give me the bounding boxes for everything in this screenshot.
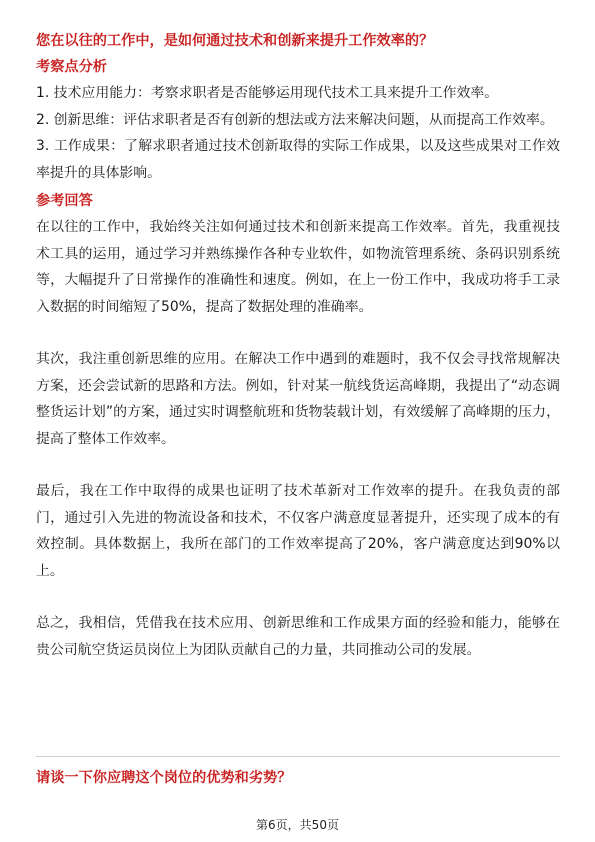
answer-paragraph-4: 总之，我相信，凭借我在技术应用、创新思维和工作成果方面的经验和能力，能够在贵公司航空货运员岗位上为团队贡献自己的力量，共同推动公司的发展。 xyxy=(36,615,560,658)
analysis-item-1: 1. 技术应用能力：考察求职者是否能够运用现代技术工具来提升工作效率。 xyxy=(36,85,499,101)
analysis-item-2: 2. 创新思维：评估求职者是否有创新的想法或方法来解决问题，从而提高工作效率。 xyxy=(36,111,554,128)
question-heading: 您在以往的工作中，是如何通过技术和创新来提升工作效率的？ xyxy=(36,33,434,49)
answer-paragraph-3: 最后，我在工作中取得的成果也证明了技术革新对工作效率的提升。在我负责的部门，通过引入先进的物流设备和技术，不仅客户满意度显著提升，还实现了成本的有效控制。具体数据上，我所在部门的工作效率提高了20%，客户满意度达到90%以上。 xyxy=(36,483,560,579)
page-content xyxy=(36,30,560,663)
analysis-title: 考察点分析 xyxy=(36,59,107,75)
analysis-item-3: 3. 工作成果：了解求职者通过技术创新取得的实际工作成果，以及这些成果对工作效率提升的具体影响。 xyxy=(36,138,560,181)
answer-title: 参考回答 xyxy=(36,193,93,209)
answer-paragraph-1: 在以往的工作中，我始终关注如何通过技术和创新来提高工作效率。首先，我重视技术工具的运用，通过学习并熟练操作各种专业软件，如物流管理系统、条码识别系统等，大幅提升了日常操作的准确性和速度。例如，在上一份工作中，我成功将手工录入数据的时间缩短了50%，提高了数据处理的准确率。 xyxy=(36,219,560,315)
page-number-footer: 第6页，共50页 xyxy=(256,818,339,832)
next-question-heading: 请谈一下你应聘这个岗位的优势和劣势？ xyxy=(36,770,292,786)
answer-paragraph-2: 其次，我注重创新思维的应用。在解决工作中遇到的难题时，我不仅会寻找常规解决方案，还会尝试新的思路和方法。例如，针对某一航线货运高峰期，我提出了“动态调整货运计划”的方案，通过实时调整航班和货物装载计划，有效缓解了高峰期的压力，提高了整体工作效率。 xyxy=(36,351,560,447)
section-divider xyxy=(36,756,560,757)
